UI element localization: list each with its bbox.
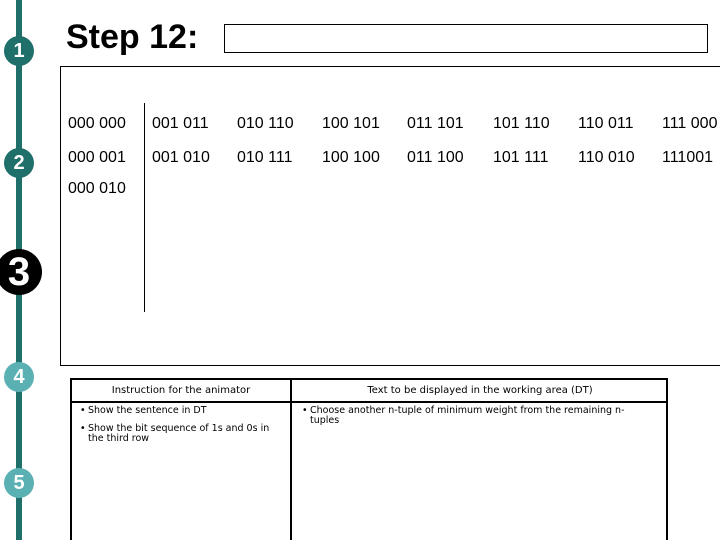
list-item: • Show the sentence in DT xyxy=(80,406,285,416)
tuple-cell: 100 100 xyxy=(322,149,380,166)
working-area xyxy=(60,66,720,366)
tuple-cell: 011 101 xyxy=(407,115,464,132)
page-title: Step 12: xyxy=(66,18,199,56)
animator-column-header: Instruction for the animator xyxy=(111,385,251,396)
list-item: • Show the bit sequence of 1s and 0s in the third row xyxy=(80,424,285,444)
tuple-cell: 000 010 xyxy=(68,180,126,197)
tuple-cell: 010 110 xyxy=(237,115,294,132)
tuple-cell: 111 000 xyxy=(662,115,718,132)
instruction-table-header-divider xyxy=(70,401,668,403)
step-3-badge[interactable]: 3 xyxy=(0,249,42,295)
list-item: • Choose another n-tuple of minimum weight from the remaining n-tuples xyxy=(302,406,652,426)
display-column-header: Text to be displayed in the working area (DT) xyxy=(367,385,593,396)
tuple-cell: 010 111 xyxy=(237,149,293,166)
tuple-cell: 110 011 xyxy=(578,115,634,132)
step-1-badge[interactable]: 1 xyxy=(4,36,34,66)
tuple-cell: 101 110 xyxy=(493,115,550,132)
tuple-cell: 011 100 xyxy=(407,149,464,166)
tuple-cell: 000 000 xyxy=(68,115,126,132)
step-4-badge[interactable]: 4 xyxy=(4,362,34,392)
step-5-badge[interactable]: 5 xyxy=(4,468,34,498)
tuple-cell: 001 010 xyxy=(152,149,210,166)
instruction-table-column-divider xyxy=(290,378,292,540)
tuple-cell: 001 011 xyxy=(152,115,209,132)
tuple-cell: 100 101 xyxy=(322,115,380,132)
tuple-cell: 110 010 xyxy=(578,149,635,166)
tuple-cell: 111001 xyxy=(662,149,714,166)
display-text-list xyxy=(302,406,652,434)
tuple-cell: 000 001 xyxy=(68,149,126,166)
step-2-badge[interactable]: 2 xyxy=(4,148,34,178)
animator-instruction-list xyxy=(80,406,285,452)
working-area-divider xyxy=(144,103,145,312)
title-input-box[interactable] xyxy=(224,24,708,53)
tuple-cell: 101 111 xyxy=(493,149,549,166)
